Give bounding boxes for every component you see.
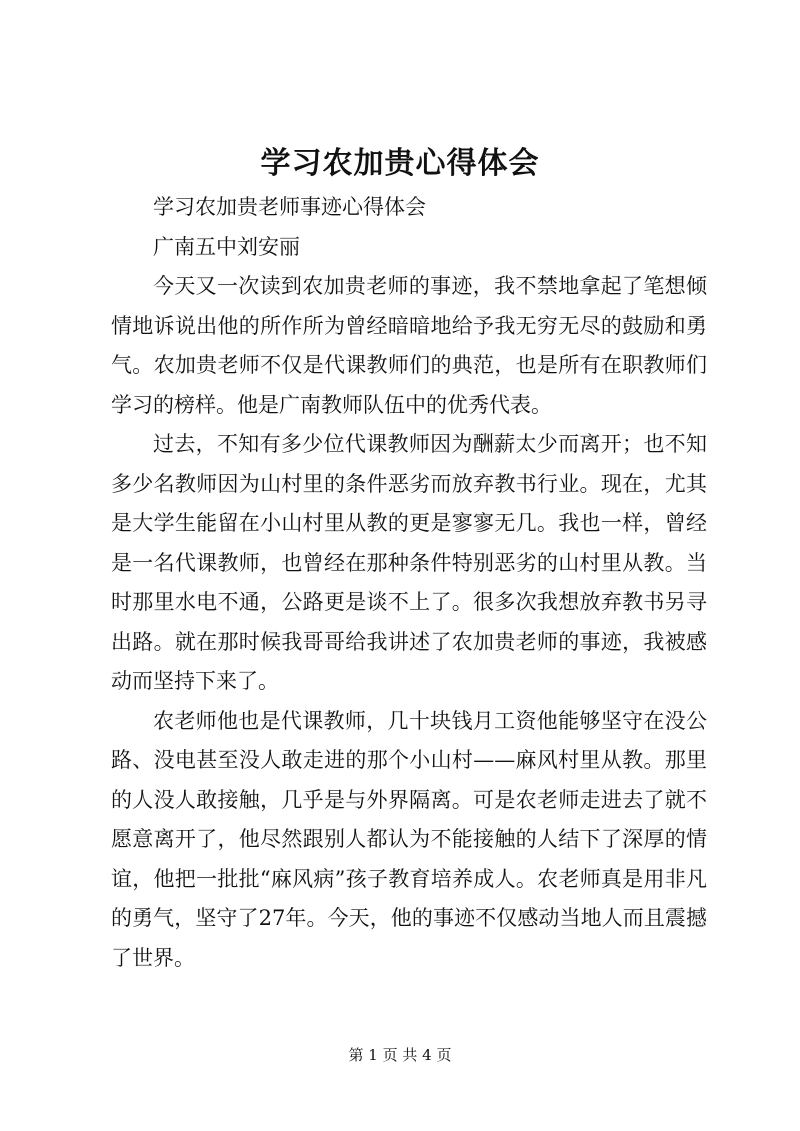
paragraph-author: 广南五中刘安丽: [153, 234, 300, 259]
document-title: 学习农加贵心得体会: [260, 146, 540, 181]
document-body: [111, 188, 707, 978]
paragraph-intro: 今天又一次读到农加贵老师的事迹，我不禁地拿起了笔想倾情地诉说出他的所作所为曾经暗暗地给予我无穷无尽的鼓励和勇气。农加贵老师不仅是代课教师们的典范，也是所有在职教师们学习的榜样。他是广南教师队伍中的优秀代表。: [111, 274, 707, 417]
page-number-footer: 第 1 页 共 4 页: [348, 1046, 452, 1064]
paragraph-past: 过去，不知有多少位代课教师因为酬薪太少而离开；也不知多少名教师因为山村里的条件恶劣而放弃教书行业。现在，尤其是大学生能留在小山村里从教的更是寥寥无几。我也一样，曾经是一名代课教师，也曾经在那种条件特别恶劣的山村里从教。当时那里水电不通，公路更是谈不上了。很多次我想放弃教书另寻出路。就在那时候我哥哥给我讲述了农加贵老师的事迹，我被感动而坚持下来了。: [111, 432, 707, 693]
paragraph-teacher-nong: 农老师他也是代课教师，几十块钱月工资他能够坚守在没公路、没电甚至没人敢走进的那个小山村——麻风村里从教。那里的人没人敢接触，几乎是与外界隔离。可是农老师走进去了就不愿意离开了，他尽然跟别人都认为不能接触的人结下了深厚的情谊，他把一批批“麻风病”孩子教育培养成人。农老师真是用非凡的勇气，坚守了27年。今天，他的事迹不仅感动当地人而且震撼了世界。: [111, 708, 707, 970]
paragraph-subtitle: 学习农加贵老师事迹心得体会: [153, 195, 426, 219]
